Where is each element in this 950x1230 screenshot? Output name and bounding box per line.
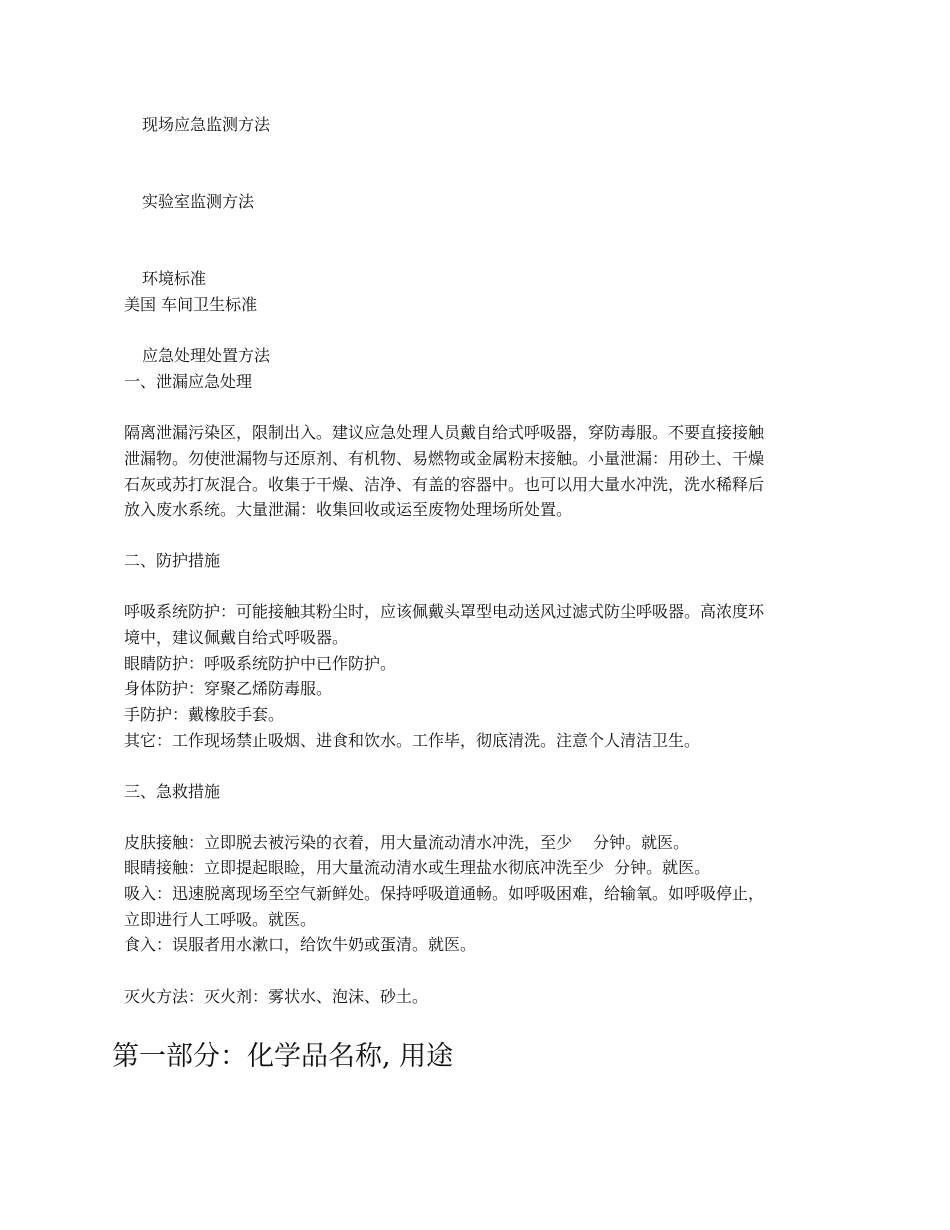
first-aid-line: 食入：误服者用水漱口，给饮牛奶或蛋清。就医。 [124, 935, 477, 954]
first-aid-line: 眼睛接触：立即提起眼睑，用大量流动清水或生理盐水彻底冲洗至少 分钟。就医。 [124, 858, 711, 877]
leak-line: 隔离泄漏污染区，限制出入。建议应急处理人员戴自给式呼吸器，穿防毒服。不要直接接触 [124, 423, 765, 442]
section-lab-monitoring: 实验室监测方法 [142, 192, 255, 211]
leak-line: 泄漏物。勿使泄漏物与还原剂、有机物、易燃物或金属粉末接触。小量泄漏：用砂土、干燥 [124, 449, 765, 468]
leak-title: 一、泄漏应急处理 [124, 372, 253, 391]
protection-line: 其它：工作现场禁止吸烟、进食和饮水。工作毕，彻底清洗。注意个人清洁卫生。 [124, 731, 701, 750]
fire-fighting-method: 灭火方法：灭火剂：雾状水、泡沫、砂土。 [124, 987, 429, 1006]
protection-line: 眼睛防护：呼吸系统防护中已作防护。 [124, 654, 397, 673]
first-aid-line: 立即进行人工呼吸。就医。 [124, 910, 317, 929]
first-aid-title: 三、急救措施 [124, 782, 221, 801]
section-env-standard: 环境标准 [142, 269, 207, 288]
leak-line: 放入废水系统。大量泄漏：收集回收或运至废物处理场所处置。 [124, 500, 573, 519]
protection-title: 二、防护措施 [124, 551, 221, 570]
first-aid-line: 吸入：迅速脱离现场至空气新鲜处。保持呼吸道通畅。如呼吸困难，给输氧。如呼吸停止， [124, 884, 765, 903]
us-workplace-standard: 美国 车间卫生标准 [124, 295, 258, 314]
section-emergency-method: 应急处理处置方法 [142, 346, 271, 365]
section-field-monitoring: 现场应急监测方法 [142, 115, 271, 134]
part-one-heading: 第一部分：化学品名称, 用途 [112, 1041, 454, 1072]
leak-line: 石灰或苏打灰混合。收集于干燥、洁净、有盖的容器中。也可以用大量水冲洗，洗水稀释后 [124, 475, 765, 494]
protection-line: 呼吸系统防护：可能接触其粉尘时，应该佩戴头罩型电动送风过滤式防尘呼吸器。高浓度环 [124, 602, 765, 621]
first-aid-line: 皮肤接触：立即脱去被污染的衣着，用大量流动清水冲洗，至少 分钟。就医。 [124, 833, 690, 852]
protection-line: 手防护：戴橡胶手套。 [124, 705, 285, 724]
protection-line: 境中，建议佩戴自给式呼吸器。 [124, 628, 349, 647]
protection-line: 身体防护：穿聚乙烯防毒服。 [124, 679, 333, 698]
